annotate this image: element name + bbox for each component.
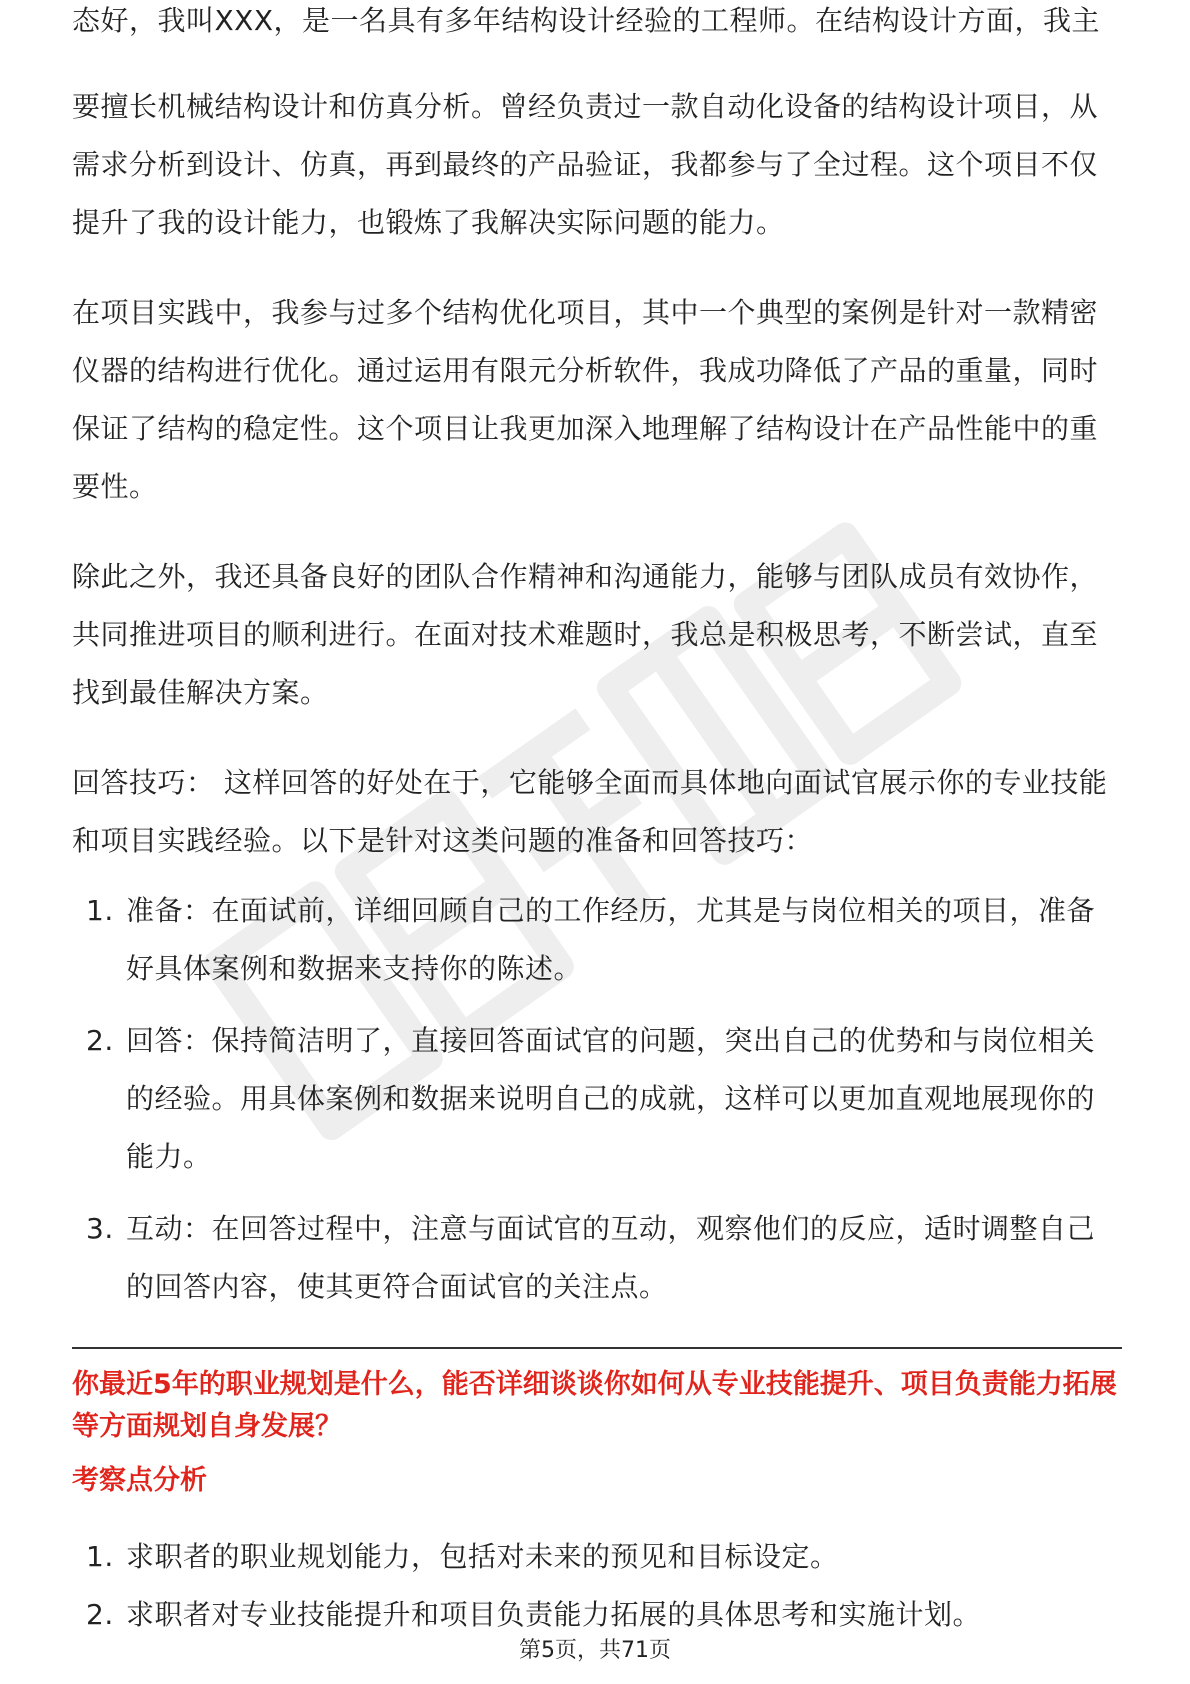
list-number: 3. [86, 1212, 114, 1245]
paragraph-project-practice: 在项目实践中，我参与过多个结构优化项目，其中一个典型的案例是针对一款精密仪器的结构进行优化。通过运用有限元分析软件，我成功降低了产品的重量，同时保证了结构的稳定性。这个项目让我更加深入地理解了结构设计在产品性能中的重要性。 [72, 296, 1099, 503]
page-footer: 第5页，共71页 [519, 1638, 671, 1663]
list-number: 2. [86, 1024, 114, 1057]
list-text: 准备：在面试前，详细回顾自己的工作经历，尤其是与岗位相关的项目，准备好具体案例和数据来支持你的陈述。 [126, 894, 1096, 985]
list-text: 求职者的职业规划能力，包括对未来的预见和目标设定。 [126, 1540, 839, 1573]
list-number: 2. [86, 1598, 114, 1631]
section-divider [72, 1347, 1122, 1349]
list-number: 1. [86, 894, 114, 927]
tips-list [72, 882, 1122, 1330]
question-heading: 你最近5年的职业规划是什么，能否详细谈谈你如何从专业技能提升、项目负责能力拓展等方面规划自身发展？ [72, 1369, 1117, 1442]
list-text: 回答：保持简洁明了，直接回答面试官的问题，突出自己的优势和与岗位相关的经验。用具体案例和数据来说明自己的成就，这样可以更加直观地展现你的能力。 [126, 1024, 1096, 1173]
paragraph-teamwork: 除此之外，我还具备良好的团队合作精神和沟通能力，能够与团队成员有效协作，共同推进项目的顺利进行。在面对技术难题时，我总是积极思考，不断尝试，直至找到最佳解决方案。 [72, 560, 1099, 709]
list-item [72, 1012, 1122, 1186]
analysis-heading: 考察点分析 [72, 1465, 207, 1496]
paragraph-answer-tips: 回答技巧： 这样回答的好处在于，它能够全面而具体地向面试官展示你的专业技能和项目实践经验。以下是针对这类问题的准备和回答技巧： [72, 766, 1108, 857]
cut-off-text: 态好，我叫XXX，是一名具有多年结构设计经验的工程师。在结构设计方面，我主 [72, 4, 1101, 37]
list-item [72, 1200, 1122, 1316]
list-text: 求职者对专业技能提升和项目负责能力拓展的具体思考和实施计划。 [126, 1598, 982, 1631]
list-text: 互动：在回答过程中，注意与面试官的互动，观察他们的反应，适时调整自己的回答内容，使其更符合面试官的关注点。 [126, 1212, 1096, 1303]
paragraph-experience: 要擅长机械结构设计和仿真分析。曾经负责过一款自动化设备的结构设计项目，从需求分析到设计、仿真，再到最终的产品验证，我都参与了全过程。这个项目不仅提升了我的设计能力，也锻炼了我解决实际问题的能力。 [72, 90, 1099, 239]
list-item [72, 1528, 1122, 1586]
analysis-list [72, 1528, 1122, 1644]
list-number: 1. [86, 1540, 114, 1573]
list-item [72, 882, 1122, 998]
